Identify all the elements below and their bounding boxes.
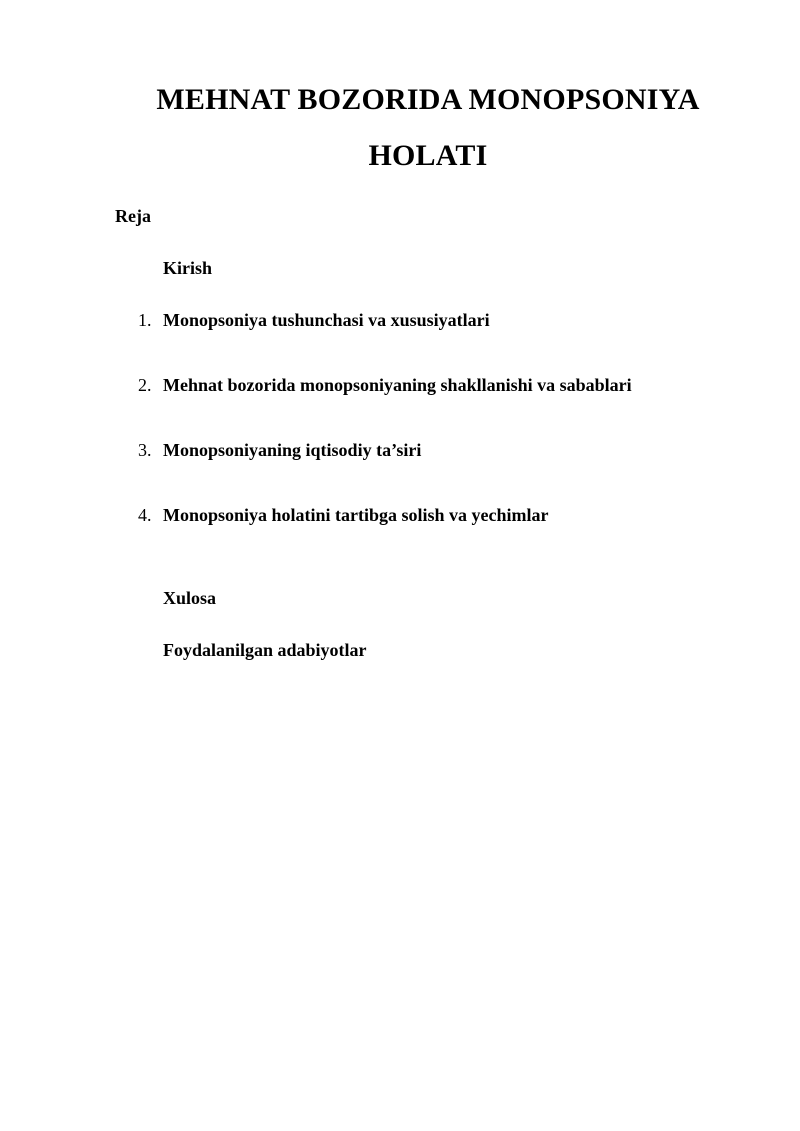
plan-item-number-4: 4. (138, 505, 152, 525)
plan-item-intro: Kirish (163, 258, 213, 278)
plan-item-number-1: 1. (138, 310, 152, 330)
plan-item-3: Monopsoniyaning iqtisodiy ta’siri (163, 440, 422, 460)
plan-item-number-3: 3. (138, 440, 152, 460)
document-title-line-1: MEHNAT BOZORIDA MONOPSONIYA (156, 83, 700, 116)
plan-item-conclusion: Xulosa (163, 588, 217, 608)
plan-item-2: Mehnat bozorida monopsoniyaning shakllanishi va sabablari (163, 375, 632, 395)
plan-item-1: Monopsoniya tushunchasi va xususiyatlari (163, 310, 490, 330)
plan-item-4: Monopsoniya holatini tartibga solish va yechimlar (163, 505, 549, 525)
document-title-line-2: HOLATI (368, 139, 488, 172)
plan-item-references: Foydalanilgan adabiyotlar (163, 640, 367, 660)
plan-heading: Reja (115, 206, 151, 226)
plan-item-number-2: 2. (138, 375, 152, 395)
document-title (128, 72, 728, 184)
